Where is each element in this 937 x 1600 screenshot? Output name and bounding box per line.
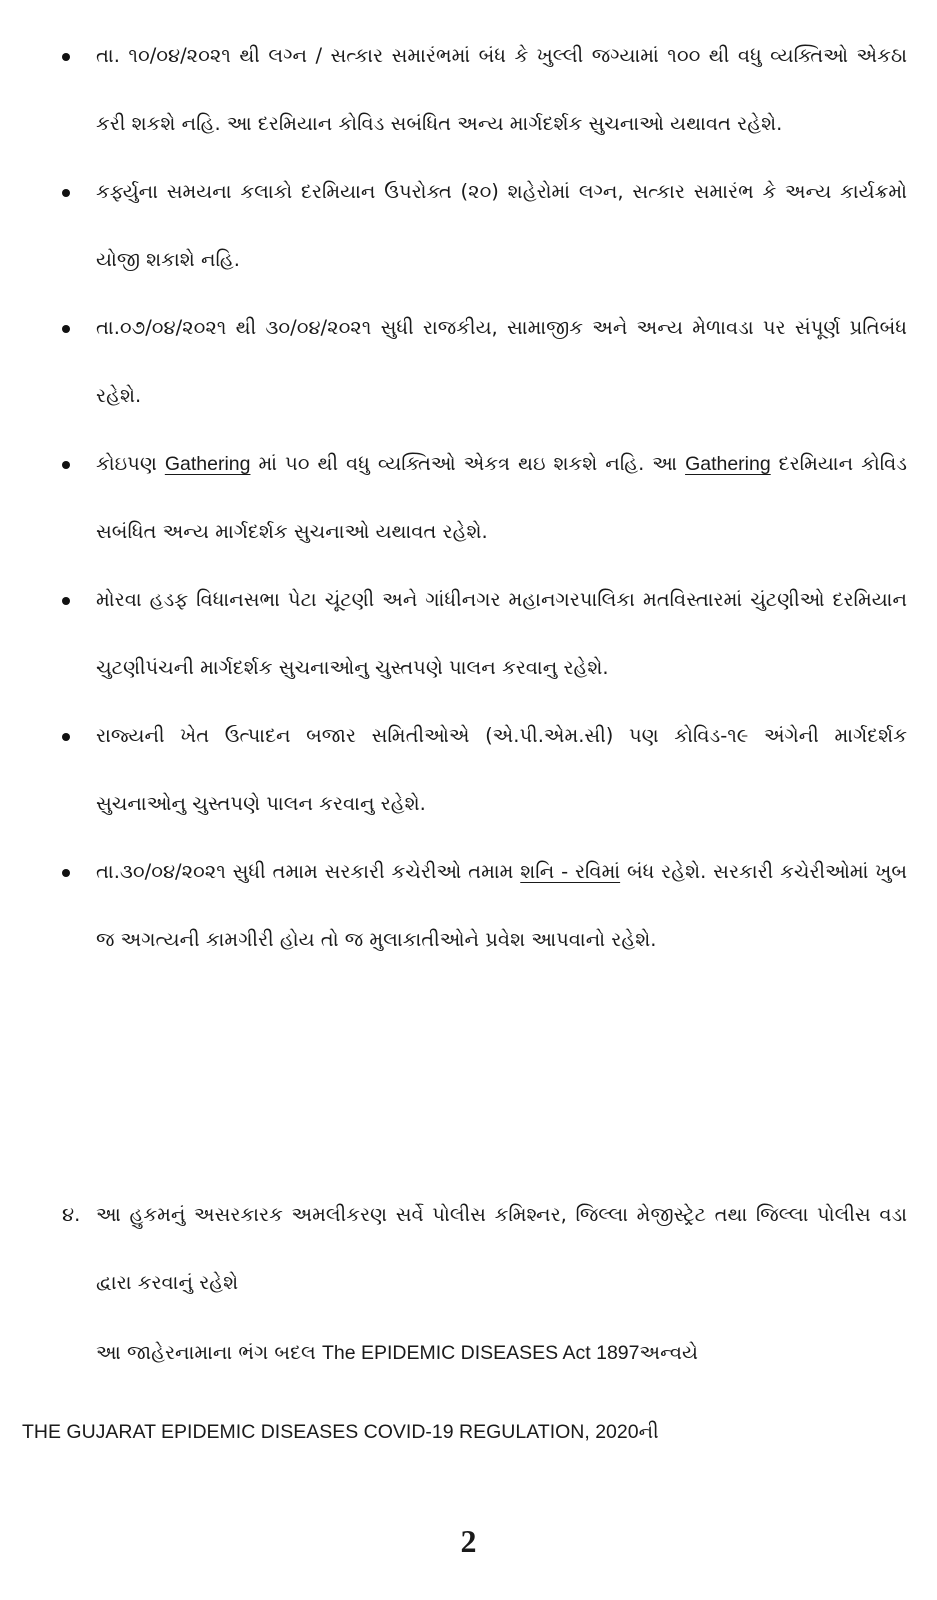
closing-gujarati-suffix: અન્વયે: [639, 1341, 698, 1364]
bullet-text: તા.૦૭/૦૪/૨૦૨૧ થી ૩૦/૦૪/૨૦૨૧ સુધી રાજકીય, સામાજીક અને અન્ય મેળાવડા પર સંપૂર્ણ પ્રતિબંધ રહેશે.: [96, 316, 907, 407]
bullet-text: મોરવા હડફ વિધાનસભા પેટા ચૂંટણી અને ગાંધીનગર મહાનગરપાલિકા મતવિસ્તારમાં ચુંટણીઓ દરમિયાન ચુટણીપંચની માર્ગદર્શક સુચનાઓનુ ચુસ્તપણે પાલન કરવાનુ રહેશે.: [96, 588, 907, 679]
numbered-item-4: [62, 1181, 907, 1317]
closing-gujarati-text: આ જાહેરનામાના ભંગ બદલ: [96, 1341, 322, 1364]
bullet-dot-icon: [62, 189, 70, 197]
bullet-dot-icon: [62, 597, 70, 605]
bullet-dot-icon: [62, 461, 70, 469]
underlined-term: શનિ - રવિમાં: [520, 860, 621, 883]
bullet-text: તા. ૧૦/૦૪/૨૦૨૧ થી લગ્ન / સત્કાર સમારંભમાં બંધ કે ખુલ્લી જગ્યામાં ૧૦૦ થી વધુ વ્યક્તિઓ એકઠા કરી શકશે નહિ. આ દરમિયાન કોવિડ સબંધિત અન્ય માર્ગદર્શક સુચનાઓ યથાવત રહેશે.: [96, 44, 907, 135]
underlined-term: Gathering: [164, 453, 251, 475]
bullet-item-apmc: [62, 702, 907, 838]
bullet-item-gathering-limit: [62, 430, 907, 566]
bullet-dot-icon: [62, 869, 70, 877]
bullet-dot-icon: [62, 733, 70, 741]
closing-gujarati-suffix: ની: [638, 1420, 659, 1443]
numbered-item-text: આ હુકમનું અસરકારક અમલીકરણ સર્વે પોલીસ કમિશ્નર, જિલ્લા મેજીસ્ટ્રેટ તથા જિલ્લા પોલીસ વડા દ્વારા કરવાનું રહેશે: [96, 1203, 907, 1294]
bullet-text-part: માં ૫૦ થી વધુ વ્યક્તિઓ એકત્ર થઇ શકશે નહિ. આ: [250, 452, 686, 475]
bullet-text: કર્ફ્યુના સમયના કલાકો દરમિયાન ઉપરોક્ત (૨૦) શહેરોમાં લગ્ન, સત્કાર સમારંભ કે અન્ય કાર્યક્રમો યોજી શકાશે નહિ.: [96, 180, 907, 271]
bullet-text: રાજ્યની ખેત ઉત્પાદન બજાર સમિતીઓએ (એ.પી.એમ.સી) પણ કોવિડ-૧૯ અંગેની માર્ગદર્શક સુચનાઓનુ ચુસ્તપણે પાલન કરવાનુ રહેશે.: [96, 724, 907, 815]
bullet-dot-icon: [62, 325, 70, 333]
page-number: 2: [460, 1523, 477, 1559]
bullet-dot-icon: [62, 53, 70, 61]
act-name: The EPIDEMIC DISEASES Act 1897: [321, 1342, 640, 1364]
bullet-item-wedding-gatherings: [62, 22, 907, 158]
bullet-text-part: કોઇપણ: [96, 452, 165, 475]
underlined-term: Gathering: [685, 453, 771, 475]
bullet-item-curfew-events: [62, 158, 907, 294]
guideline-bullet-list: [62, 22, 907, 974]
bullet-text-part: દરમિયાન કોવિડ સબંધિત અન્ય માર્ગદર્શક સુચનાઓ યથાવત રહેશે.: [96, 452, 907, 543]
item-number: ૪.: [62, 1203, 81, 1226]
closing-paragraph-line-2: [22, 1412, 907, 1452]
closing-paragraph-line-1: [96, 1333, 907, 1373]
regulation-name: THE GUJARAT EPIDEMIC DISEASES COVID-19 REGULATION, 2020: [22, 1421, 639, 1443]
bullet-item-political-ban: [62, 294, 907, 430]
bullet-text-part: બંધ રહેશે. સરકારી કચેરીઓમાં ખુબ જ અગત્યની કામગીરી હોય તો જ મુલાકાતીઓને પ્રવેશ આપવાનો રહેશે.: [96, 860, 907, 951]
bullet-item-election-guidelines: [62, 566, 907, 702]
bullet-item-government-offices: [62, 838, 907, 974]
bullet-text-part: તા.૩૦/૦૪/૨૦૨૧ સુધી તમામ સરકારી કચેરીઓ તમામ: [96, 860, 521, 883]
